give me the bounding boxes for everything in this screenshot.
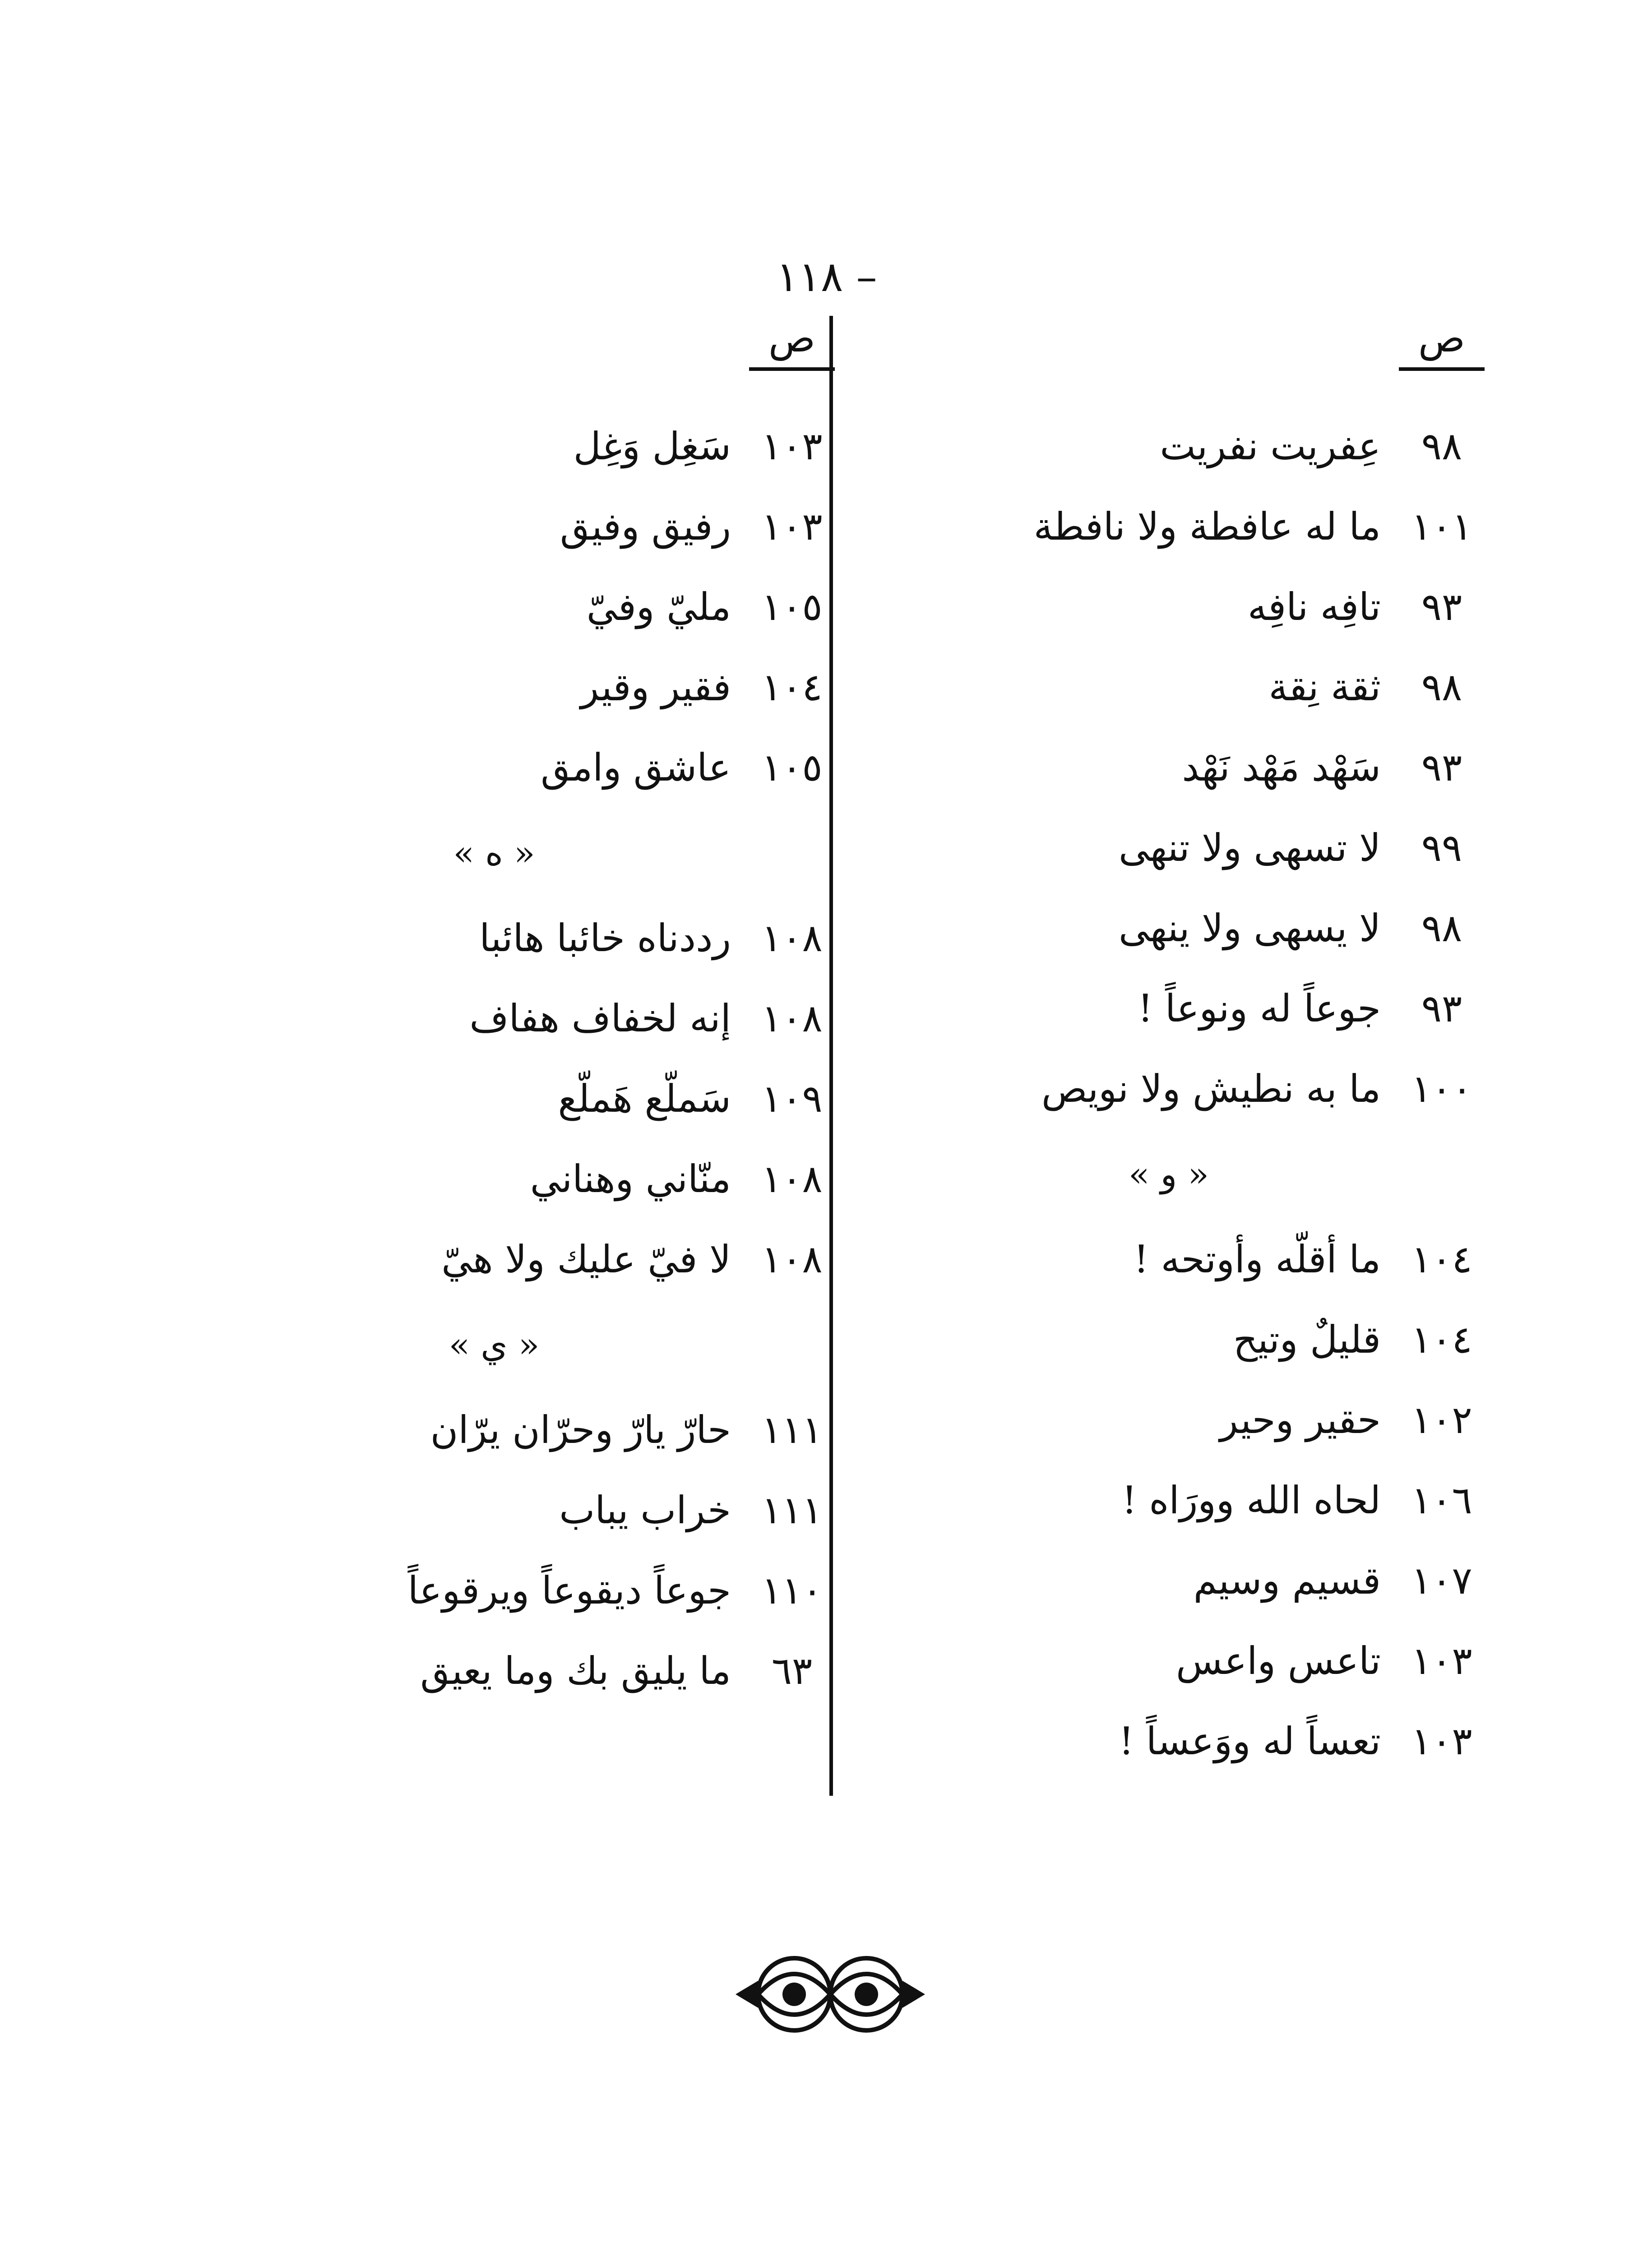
- page-ref-number: ١٠٣: [1411, 1639, 1472, 1683]
- page-ref-number: ١٠١: [1411, 504, 1472, 549]
- page-ref-header: ص: [1399, 316, 1485, 371]
- entry-text: رفيق وفيق: [560, 504, 731, 549]
- page-ref-number: ١١١: [761, 1408, 823, 1452]
- list-item: [271, 1059, 835, 1139]
- list-item: [271, 727, 835, 808]
- entry-text: منّاني وهناني: [530, 1157, 731, 1201]
- entry-text: تافِه نافِه: [1247, 585, 1381, 629]
- list-item: [970, 808, 1485, 888]
- list-item: [970, 1540, 1485, 1621]
- list-item: [271, 1550, 835, 1631]
- entry-text: رددناه خائبا هائبا: [479, 916, 731, 960]
- list-item: [271, 1390, 835, 1470]
- entry-text: عاشق وامق: [541, 745, 731, 790]
- section-heading: « ي »: [449, 1324, 540, 1365]
- list-item: [271, 898, 835, 978]
- entry-text: ما يليق بك وما يعيق: [420, 1649, 731, 1693]
- list-item: [970, 1380, 1485, 1460]
- page-ref-number: ١١٠: [761, 1568, 823, 1613]
- page-ref-number: ١٠٣: [761, 424, 823, 468]
- page-ref-number: ١٠٤: [761, 665, 823, 709]
- page-ref-number: ١٠٤: [1411, 1237, 1472, 1281]
- list-item: [970, 1299, 1485, 1380]
- entry-text: جوعاً ديقوعاً ويرقوعاً: [407, 1568, 731, 1613]
- page-ref-number: ٩٨: [1421, 906, 1462, 950]
- page-ref-number: ١٠٦: [1411, 1478, 1472, 1522]
- entry-text: لحاه الله وورَاه !: [1121, 1478, 1381, 1522]
- page-ref-number: ٩٣: [1421, 745, 1462, 790]
- page-ref-header: ص: [749, 316, 835, 371]
- page-ref-number: ١٠٣: [1411, 1719, 1472, 1763]
- page-ref-number: ١٠٥: [761, 745, 823, 790]
- list-item: [271, 486, 835, 567]
- entry-text: سَغِل وَغِل: [573, 424, 731, 468]
- entry-text: لا تسهى ولا تنهى: [1119, 826, 1381, 870]
- entry-text: عِفريت نفريت: [1160, 424, 1381, 468]
- entry-text: لا يسهى ولا ينهى: [1119, 906, 1381, 950]
- page-ref-number: ١٠٠: [1411, 1067, 1472, 1111]
- list-item: [271, 406, 835, 486]
- list-item: [271, 647, 835, 727]
- page-ref-number: ١١١: [761, 1488, 823, 1532]
- page-ref-number: ١٠٨: [761, 996, 823, 1040]
- page-ref-number: ٩٣: [1421, 585, 1462, 629]
- page-number: – ١١٨: [776, 253, 877, 301]
- list-item: [970, 888, 1485, 968]
- list-item: [970, 1621, 1485, 1701]
- list-item: [970, 1049, 1485, 1129]
- entry-text: قليلٌ وتيح: [1233, 1318, 1381, 1362]
- ornament-icon: [727, 1945, 934, 2044]
- entry-text: خراب يباب: [559, 1488, 731, 1532]
- entry-text: قسيم وسيم: [1193, 1558, 1381, 1603]
- entry-text: جوعاً له ونوعاً !: [1138, 986, 1381, 1031]
- page-ref-number: ٩٨: [1421, 665, 1462, 709]
- entry-text: إنه لخفاف هفاف: [469, 996, 731, 1040]
- list-item: [271, 1139, 835, 1219]
- list-item: [970, 486, 1485, 567]
- page-ref-number: ١٠٧: [1411, 1558, 1472, 1603]
- page-ref-number: ٩٩: [1421, 826, 1462, 870]
- section-heading: « ه »: [453, 832, 535, 873]
- page-ref-number: ١٠٤: [1411, 1318, 1472, 1362]
- page-ref-number: ١٠٨: [761, 1237, 823, 1281]
- list-item: [970, 727, 1485, 808]
- list-item: [970, 1701, 1485, 1781]
- list-item: [970, 567, 1485, 647]
- page-ref-number: ١٠٨: [761, 1157, 823, 1201]
- entry-text: سَملّع هَملّع: [558, 1077, 731, 1121]
- entry-text: حقير وحير: [1220, 1398, 1381, 1442]
- entry-text: حارّ يارّ وحرّان يرّان: [430, 1408, 731, 1452]
- entry-text: سَهْد مَهْد نَهْد: [1182, 745, 1381, 790]
- page-ref-number: ٩٣: [1421, 986, 1462, 1031]
- entry-text: ما له عافطة ولا نافطة: [1033, 504, 1381, 549]
- list-item: [271, 1631, 835, 1711]
- list-item: [970, 968, 1485, 1049]
- entry-text: ثقة نِقة: [1268, 665, 1381, 709]
- list-item: [271, 1470, 835, 1550]
- list-item: [970, 1460, 1485, 1540]
- page-ref-number: ١٠٣: [761, 504, 823, 549]
- entry-text: ما به نطيش ولا نويص: [1041, 1067, 1381, 1111]
- page-ref-number: ٩٨: [1421, 424, 1462, 468]
- entry-text: تاعس واعس: [1175, 1639, 1381, 1683]
- page-ref-number: ٦٣: [771, 1649, 813, 1693]
- entry-text: ما أقلّه وأوتحه !: [1134, 1237, 1381, 1281]
- list-item: [271, 567, 835, 647]
- entry-text: فقير وقير: [580, 665, 731, 709]
- list-item: [970, 406, 1485, 486]
- list-item: [970, 1219, 1485, 1299]
- entry-text: تعساً له ووَعساً !: [1119, 1719, 1381, 1763]
- entry-text: مليّ وفيّ: [586, 585, 731, 629]
- page-ref-number: ١٠٢: [1411, 1398, 1472, 1442]
- page-ref-number: ١٠٨: [761, 916, 823, 960]
- page-ref-number: ١٠٩: [761, 1077, 823, 1121]
- page-ref-number: ١٠٥: [761, 585, 823, 629]
- section-heading: « و »: [1129, 1154, 1209, 1194]
- entry-text: لا فيّ عليك ولا هيّ: [441, 1237, 731, 1281]
- list-item: [970, 647, 1485, 727]
- entry-list: [970, 406, 1485, 1781]
- list-item: [271, 1219, 835, 1299]
- entry-list: [271, 406, 835, 1711]
- list-item: [271, 978, 835, 1059]
